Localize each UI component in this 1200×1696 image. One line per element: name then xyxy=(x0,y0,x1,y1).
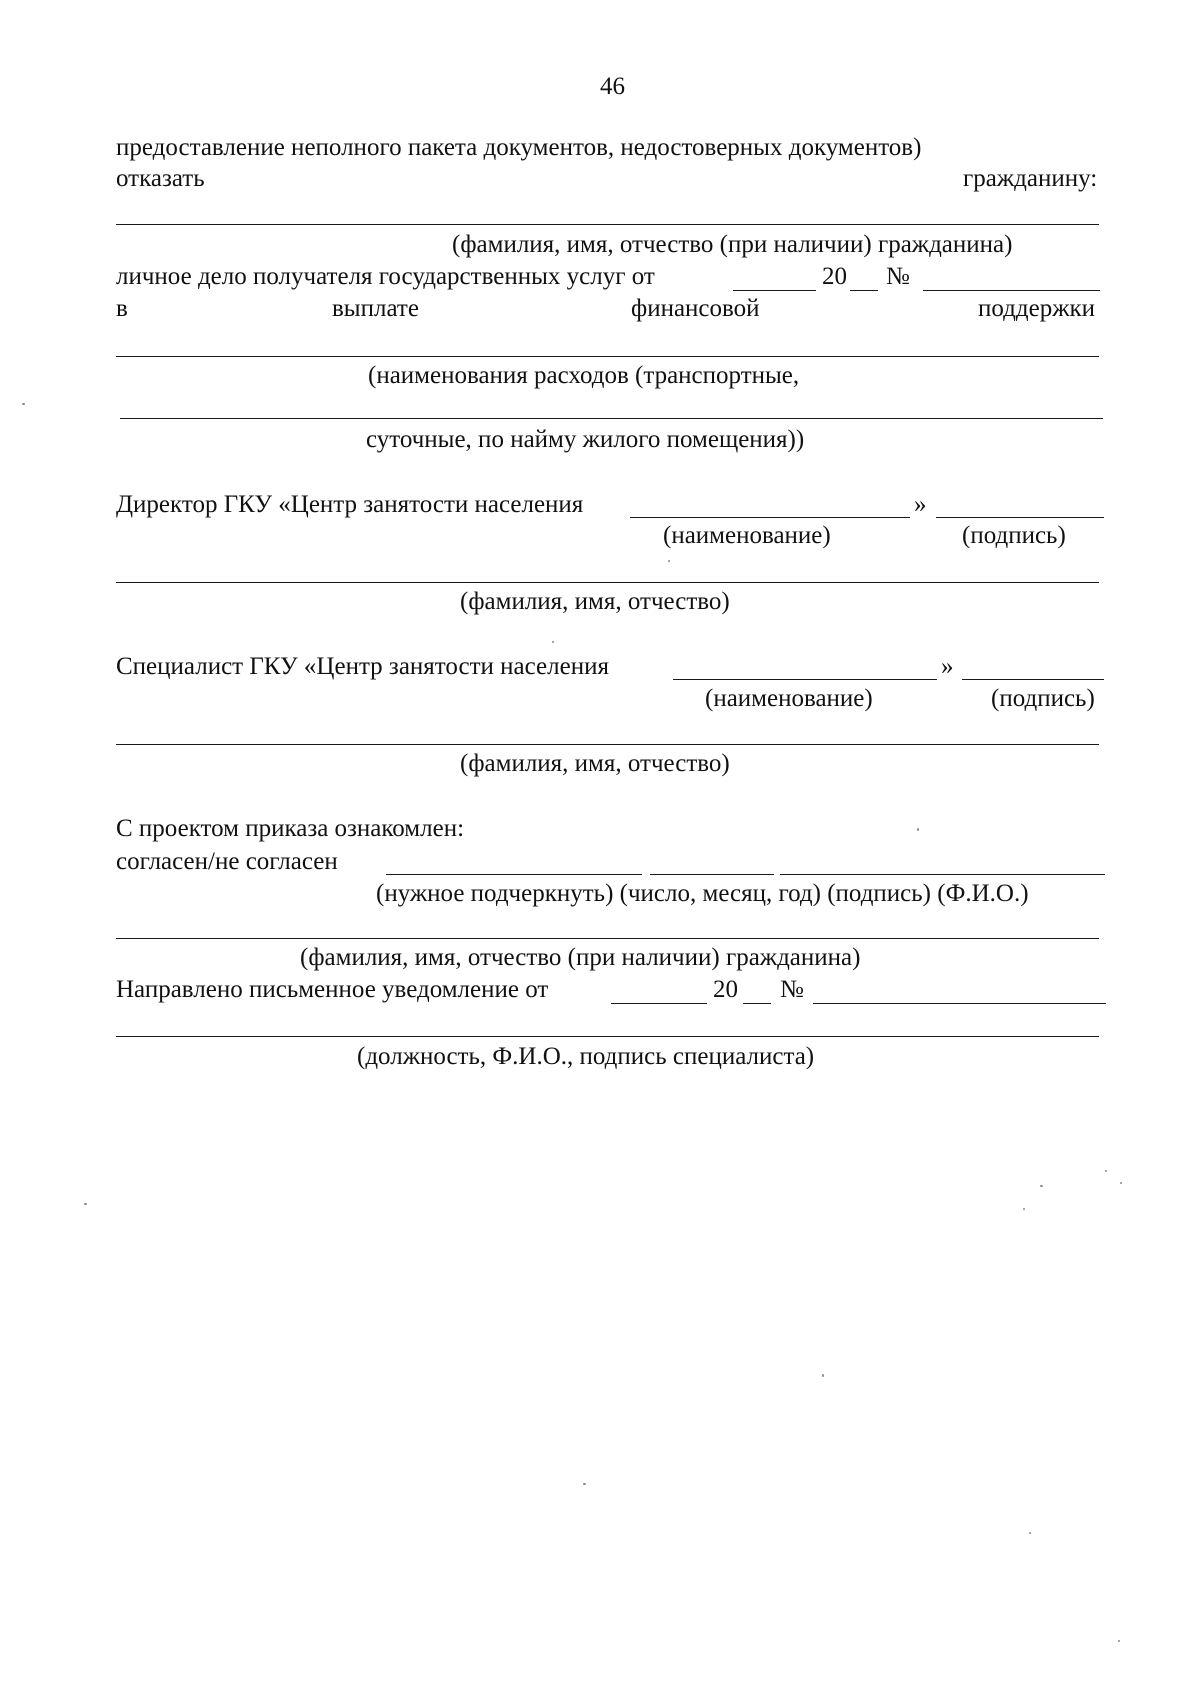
scan-speck xyxy=(917,828,919,831)
scan-speck xyxy=(22,403,25,405)
scan-speck xyxy=(583,1483,586,1485)
director-signature-blank xyxy=(936,517,1104,518)
year-blank xyxy=(743,1003,771,1004)
agreement-blank xyxy=(386,874,642,875)
field-caption: (наименование) xyxy=(705,685,873,712)
number-blank xyxy=(923,290,1100,291)
specialist-name-line xyxy=(116,744,1099,745)
year-prefix: 20 xyxy=(822,263,847,290)
scan-speck xyxy=(1120,1182,1122,1184)
signature-name-blank xyxy=(780,874,1105,875)
specialist-center-blank xyxy=(673,679,937,680)
page-number: 46 xyxy=(600,73,625,100)
director-name-line xyxy=(116,582,1099,583)
paragraph-word: выплате xyxy=(332,295,419,322)
number-sign: № xyxy=(780,976,804,1003)
scan-speck xyxy=(1029,1532,1031,1534)
scan-speck xyxy=(84,1203,87,1205)
paragraph-line: предоставление неполного пакета документов, недостоверных документов) xyxy=(116,134,922,161)
date-blank xyxy=(611,1003,707,1004)
field-caption: (подпись) xyxy=(962,522,1066,549)
scan-speck xyxy=(668,560,670,562)
paragraph-line: отказать xyxy=(116,165,205,192)
citizen-name-line xyxy=(116,938,1099,939)
director-line: Директор ГКУ «Центр занятости населения xyxy=(116,491,584,518)
agreement-line: согласен/не согласен xyxy=(116,848,338,875)
number-blank xyxy=(813,1003,1106,1004)
specialist-line-blank xyxy=(116,1036,1099,1037)
expense-line xyxy=(120,418,1103,419)
scan-speck xyxy=(1105,1170,1107,1172)
personal-file-line: личное дело получателя государственных услуг от xyxy=(116,263,655,290)
scan-speck xyxy=(1023,1208,1025,1210)
date-blank xyxy=(650,874,774,875)
field-caption: (нужное подчеркнуть) (число, месяц, год) (подпись) (Ф.И.О.) xyxy=(376,880,1029,907)
year-blank xyxy=(850,290,878,291)
field-caption: (фамилия, имя, отчество) xyxy=(460,750,730,777)
scan-speck xyxy=(1118,1640,1120,1642)
field-caption: (наименования расходов (транспортные, xyxy=(368,362,800,389)
expense-line xyxy=(116,356,1099,357)
citizen-name-line xyxy=(116,224,1099,225)
notification-line: Направлено письменное уведомление от xyxy=(116,976,549,1003)
year-prefix: 20 xyxy=(713,976,738,1003)
date-blank xyxy=(733,290,816,291)
scan-speck xyxy=(552,641,554,643)
paragraph-line: гражданину: xyxy=(963,165,1098,192)
field-caption: (фамилия, имя, отчество (при наличии) гражданина) xyxy=(300,944,861,971)
quote-mark: » xyxy=(941,653,954,680)
field-caption: (подпись) xyxy=(991,685,1095,712)
field-caption: (наименование) xyxy=(663,522,831,549)
director-center-blank xyxy=(630,517,910,518)
field-caption: (фамилия, имя, отчество) xyxy=(460,588,730,615)
acknowledgement-heading: С проектом приказа ознакомлен: xyxy=(116,815,465,842)
paragraph-word: в xyxy=(116,295,128,322)
scan-speck xyxy=(1040,1185,1043,1187)
field-caption: (фамилия, имя, отчество (при наличии) гражданина) xyxy=(452,231,1013,258)
specialist-line: Специалист ГКУ «Центр занятости населения xyxy=(116,653,609,680)
specialist-signature-blank xyxy=(962,679,1104,680)
field-caption: (должность, Ф.И.О., подпись специалиста) xyxy=(357,1043,815,1070)
paragraph-word: финансовой xyxy=(631,295,760,322)
scan-speck xyxy=(822,1374,824,1377)
field-caption: суточные, по найму жилого помещения)) xyxy=(366,426,805,453)
paragraph-word: поддержки xyxy=(978,295,1095,322)
quote-mark: » xyxy=(914,491,927,518)
number-sign: № xyxy=(886,263,910,290)
